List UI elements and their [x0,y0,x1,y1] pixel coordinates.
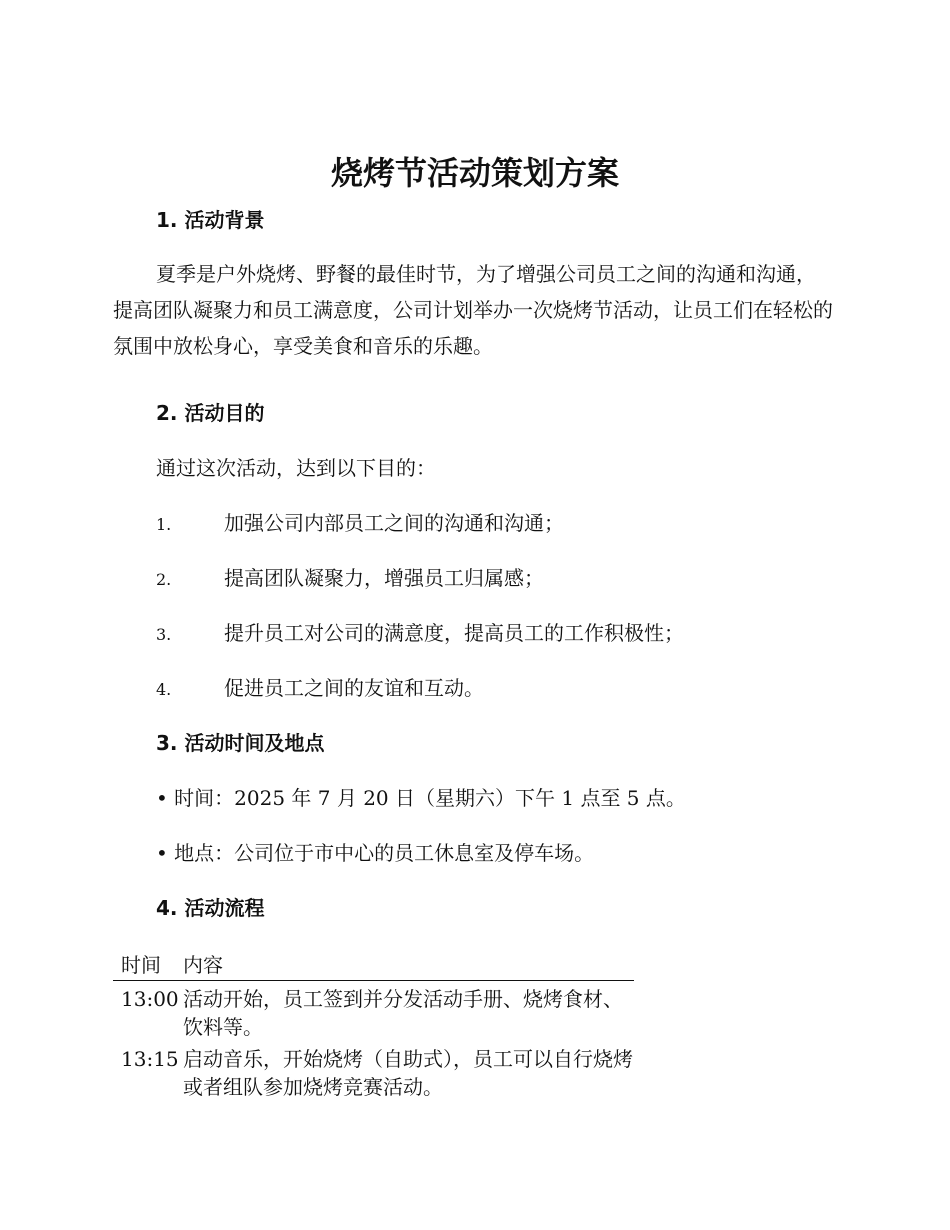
list-number: 1. [156,515,172,534]
list-text: 促进员工之间的友谊和互动。 [224,676,484,700]
list-item [156,508,564,540]
table-row [113,1045,634,1101]
row-content: 活动开始，员工签到并分发活动手册、烧烤食材、饮料等。 [183,987,623,1039]
list-number: 3. [156,625,172,644]
row-content: 启动音乐，开始烧烤（自助式），员工可以自行烧烤或者组队参加烧烤竞赛活动。 [183,1047,633,1099]
list-item [156,563,544,595]
header-time: 时间 [121,953,161,977]
section-heading-background: 1. 活动背景 [156,208,265,232]
schedule-table [113,950,634,1101]
section-heading-purpose: 2. 活动目的 [156,401,265,425]
bullet-time: • 时间：2025 年 7 月 20 日（星期六）下午 1 点至 5 点。 [156,786,686,810]
list-text: 提升员工对公司的满意度，提高员工的工作积极性； [224,621,684,645]
purpose-intro: 通过这次活动，达到以下目的： [156,456,436,480]
row-time: 13:15 [121,1047,179,1071]
row-time: 13:00 [121,987,179,1011]
list-item [156,618,684,650]
list-number: 4. [156,680,172,699]
list-text: 提高团队凝聚力，增强员工归属感； [224,566,544,590]
table-header [113,950,634,981]
section-heading-time-location: 3. 活动时间及地点 [156,731,325,755]
list-text: 加强公司内部员工之间的沟通和沟通； [224,511,564,535]
list-number: 2. [156,570,172,589]
bullet-location: • 地点：公司位于市中心的员工休息室及停车场。 [156,841,595,865]
table-row [113,985,634,1041]
background-paragraph: 夏季是户外烧烤、野餐的最佳时节，为了增强公司员工之间的沟通和沟通，提高团队凝聚力和员工满意度，公司计划举办一次烧烤节活动，让员工们在轻松的氛围中放松身心，享受美食和音乐的乐趣。 [113,262,833,358]
section-heading-schedule: 4. 活动流程 [156,896,265,920]
list-item [156,673,484,705]
page-title: 烧烤节活动策划方案 [330,154,619,192]
header-content: 内容 [183,953,223,977]
